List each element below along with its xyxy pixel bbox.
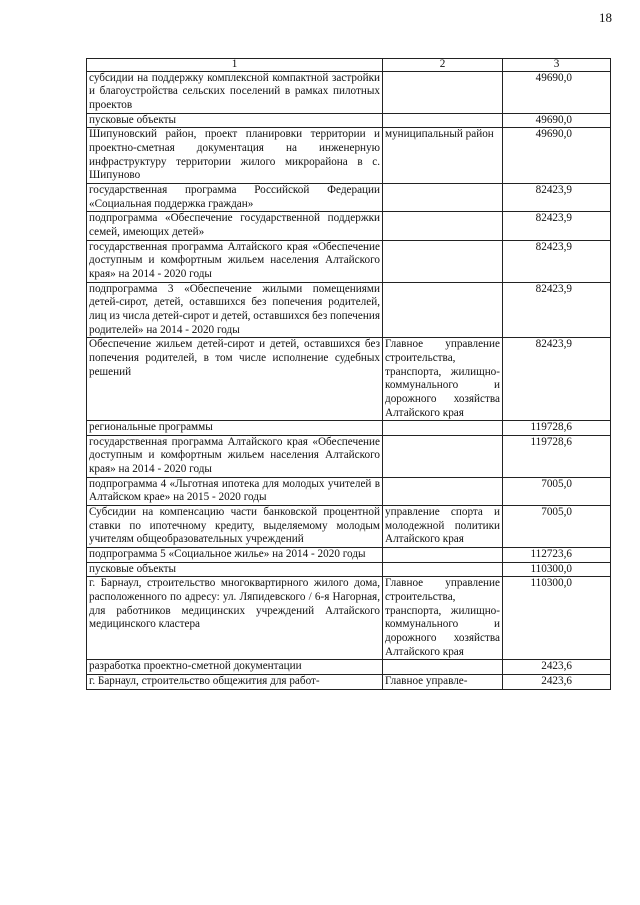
page-number: 18: [599, 10, 612, 25]
table-row: [87, 240, 611, 282]
row-description-cell: подпрограмма 3 «Обеспечение жилыми помещениями детей-сирот, детей, оставшихся без попечения родителей, лиц из числа детей-сирот и детей, оставшихся без попечения родителей» на 2014 - 2020 годы: [87, 282, 383, 338]
row-amount-cell: 82423,9: [503, 240, 611, 282]
row-responsible-cell: [383, 282, 503, 338]
row-amount-cell: 49690,0: [503, 128, 611, 184]
row-description-cell: подпрограмма 5 «Социальное жилье» на 2014 - 2020 годы: [87, 548, 383, 563]
row-responsible-cell: [383, 240, 503, 282]
row-description-cell: подпрограмма «Обеспечение государственной поддержки семей, имеющих детей»: [87, 212, 383, 240]
row-responsible-cell: [383, 71, 503, 113]
row-description-cell: государственная программа Алтайского края «Обеспечение доступным и комфортным жильем населения Алтайского края» на 2014 - 2020 годы: [87, 435, 383, 477]
table-row: [87, 435, 611, 477]
row-amount-cell: 7005,0: [503, 506, 611, 548]
row-description-cell: региональные программы: [87, 421, 383, 436]
row-responsible-cell: [383, 548, 503, 563]
row-responsible-cell: [383, 212, 503, 240]
row-amount-cell: 49690,0: [503, 71, 611, 113]
table-row: [87, 674, 611, 689]
row-responsible-cell: муниципальный район: [383, 128, 503, 184]
row-amount-cell: 110300,0: [503, 562, 611, 577]
table-row: [87, 282, 611, 338]
table-header-row: [87, 59, 611, 72]
row-description-cell: пусковые объекты: [87, 113, 383, 128]
table-row: [87, 184, 611, 212]
table-row: [87, 548, 611, 563]
row-description-cell: Субсидии на компенсацию части банковской процентной ставки по ипотечному кредиту, выделяемому молодым учителям общеобразовательных учреждений: [87, 506, 383, 548]
budget-table: [86, 58, 611, 690]
row-responsible-cell: [383, 562, 503, 577]
row-description-cell: государственная программа Алтайского края «Обеспечение доступным и комфортным жильем населения Алтайского края» на 2014 - 2020 годы: [87, 240, 383, 282]
row-description-cell: г. Барнаул, строительство общежития для работ-: [87, 674, 383, 689]
table-row: [87, 338, 611, 421]
header-col-1: 1: [87, 59, 383, 72]
table-row: [87, 212, 611, 240]
row-amount-cell: 2423,6: [503, 660, 611, 675]
table-row: [87, 562, 611, 577]
row-amount-cell: 2423,6: [503, 674, 611, 689]
row-description-cell: г. Барнаул, строительство многоквартирного жилого дома, расположенного по адресу: ул. Ляпидевского / 6-я Нагорная, для работников медицинских учреждений Алтайского медицинского кластера: [87, 577, 383, 660]
row-responsible-cell: Главное управление строительства, транспорта, жилищно-коммунального и дорожного хозяйства Алтайского края: [383, 338, 503, 421]
row-description-cell: Обеспечение жильем детей-сирот и детей, оставшихся без попечения родителей, в том числе исполнение судебных решений: [87, 338, 383, 421]
table-row: [87, 128, 611, 184]
row-description-cell: государственная программа Российской Федерации «Социальная поддержка граждан»: [87, 184, 383, 212]
row-responsible-cell: [383, 421, 503, 436]
table-row: [87, 113, 611, 128]
table-row: [87, 506, 611, 548]
row-responsible-cell: [383, 184, 503, 212]
table-row: [87, 660, 611, 675]
row-amount-cell: 82423,9: [503, 338, 611, 421]
row-amount-cell: 82423,9: [503, 184, 611, 212]
row-description-cell: пусковые объекты: [87, 562, 383, 577]
row-responsible-cell: Главное управле-: [383, 674, 503, 689]
row-responsible-cell: [383, 435, 503, 477]
table-row: [87, 477, 611, 505]
row-amount-cell: 112723,6: [503, 548, 611, 563]
table-row: [87, 71, 611, 113]
row-description-cell: Шипуновский район, проект планировки территории и проектно-сметная документация на инженерную инфраструктуру территории жилого микрорайона в с. Шипуново: [87, 128, 383, 184]
row-responsible-cell: управление спорта и молодежной политики Алтайского края: [383, 506, 503, 548]
row-description-cell: субсидии на поддержку комплексной компактной застройки и благоустройства сельских поселений в рамках пилотных проектов: [87, 71, 383, 113]
header-col-2: 2: [383, 59, 503, 72]
row-responsible-cell: [383, 477, 503, 505]
header-col-3: 3: [503, 59, 611, 72]
table-row: [87, 577, 611, 660]
row-amount-cell: 82423,9: [503, 212, 611, 240]
row-amount-cell: 82423,9: [503, 282, 611, 338]
row-responsible-cell: [383, 660, 503, 675]
row-amount-cell: 49690,0: [503, 113, 611, 128]
table-row: [87, 421, 611, 436]
row-description-cell: разработка проектно-сметной документации: [87, 660, 383, 675]
row-amount-cell: 119728,6: [503, 421, 611, 436]
row-amount-cell: 7005,0: [503, 477, 611, 505]
row-responsible-cell: Главное управление строительства, транспорта, жилищно-коммунального и дорожного хозяйства Алтайского края: [383, 577, 503, 660]
row-amount-cell: 119728,6: [503, 435, 611, 477]
row-amount-cell: 110300,0: [503, 577, 611, 660]
row-description-cell: подпрограмма 4 «Льготная ипотека для молодых учителей в Алтайском крае» на 2015 - 2020 годы: [87, 477, 383, 505]
row-responsible-cell: [383, 113, 503, 128]
